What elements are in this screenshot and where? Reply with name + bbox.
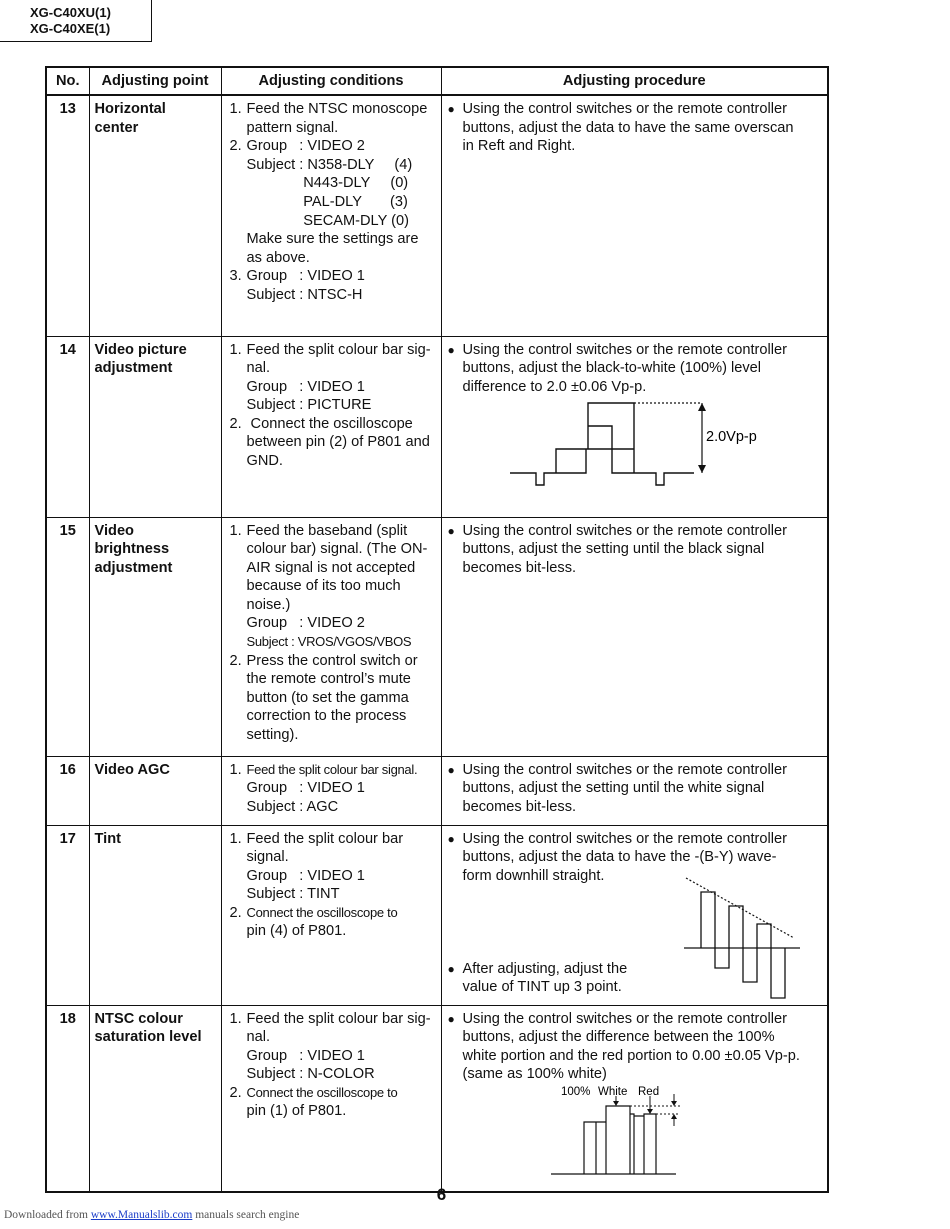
figure-label-red: Red [637,1085,659,1098]
bullet-icon: ● [447,342,455,357]
bullet-icon: ● [447,831,455,846]
table-row [46,825,828,1005]
adjusting-procedure: ● Using the control switches or the remote controller buttons, adjust the data to have the -(B-Y) wave- form downhill straight. ● After adjusting, adjust the value of TINT up 3 point. [441,825,828,1005]
adjusting-conditions: 1. Feed the split colour bar sig- nal. Group : VIDEO 1 Subject : PICTURE 2. Connect the oscilloscope between pin (2) of P801 and GND. [221,336,441,517]
table-row [46,336,828,517]
adjusting-procedure: ● Using the control switches or the remote controller buttons, adjust the data to have the same overscan in Reft and Right. [441,95,828,336]
model-number-1: XG-C40XU(1) [30,5,111,20]
column-header-no: No. [46,67,89,95]
footer-suffix: manuals search engine [192,1209,300,1221]
adjusting-point: NTSC colour saturation level [89,1005,221,1192]
tint-waveform-diagram [676,876,806,1006]
table-header-row [46,67,828,95]
figure-label-white: White [597,1085,627,1098]
adjusting-point: Horizontal center [89,95,221,336]
bullet-icon: ● [447,762,455,777]
adjusting-procedure: ● Using the control switches or the remote controller buttons, adjust the setting until the white signal becomes bit-less. [441,756,828,825]
column-header-adjusting-procedure: Adjusting procedure [441,67,828,95]
adjusting-point: Video picture adjustment [89,336,221,517]
adjusting-conditions: 1. Feed the baseband (split colour bar) signal. (The ON- AIR signal is not accepted because of its too much noise.) Group : VIDEO 2 Subject : VROS/VGOS/VBOS 2. Press the control switch or the remote control’s mute button (to set the gamma correction to the process setting). [221,517,441,756]
row-number: 18 [46,1005,89,1192]
bullet-icon: ● [447,1011,455,1026]
column-header-adjusting-conditions: Adjusting conditions [221,67,441,95]
figure-label-100: 100% [560,1085,590,1098]
row-number: 15 [46,517,89,756]
adjusting-conditions: 1. Feed the split colour bar signal. Group : VIDEO 1 Subject : TINT 2. Connect the oscilloscope to pin (4) of P801. [221,825,441,1005]
page-number: 6 [436,1185,447,1204]
adjusting-point: Video brightness adjustment [89,517,221,756]
row-number: 17 [46,825,89,1005]
row-number: 13 [46,95,89,336]
column-header-adjusting-point: Adjusting point [89,67,221,95]
manualslib-link[interactable]: www.Manualslib.com [90,1209,193,1221]
adjusting-conditions: 1. Feed the NTSC monoscope pattern signal. 2. Group : VIDEO 2 Subject : N358-DLY (4) N443-DLY (0) PAL-DLY (3) SECAM-DLY (0) Make sure the settings are as above. 3. Group : VIDEO 1 Subject : NTSC-H [221,95,441,336]
colour-saturation-waveform-diagram [448,1084,828,1179]
footer [4,1209,299,1221]
model-number-box [0,0,152,42]
table-row [46,95,828,336]
adjusting-procedure: ● Using the control switches or the remote controller buttons, adjust the setting until the black signal becomes bit-less. [441,517,828,756]
adjusting-conditions: 1. Feed the split colour bar sig- nal. Group : VIDEO 1 Subject : N-COLOR 2. Connect the oscilloscope to pin (1) of P801. [221,1005,441,1192]
table-row [46,1005,828,1192]
adjusting-procedure: ● Using the control switches or the remote controller buttons, adjust the difference between the 100% white portion and the red portion to 0.00 ±0.05 Vp-p. (same as 100% white) 100% White Red [441,1005,828,1192]
row-number: 16 [46,756,89,825]
adjusting-conditions: 1. Feed the split colour bar signal. Group : VIDEO 1 Subject : AGC [221,756,441,825]
waveform-label: 2.0Vp-p [705,429,757,446]
table-row [46,756,828,825]
bullet-icon: ● [447,961,455,976]
model-number-2: XG-C40XE(1) [30,21,111,36]
waveform-diagram-2vpp [448,396,828,491]
footer-prefix: Downloaded from [4,1209,91,1221]
adjusting-point: Video AGC [89,756,221,825]
bullet-icon: ● [447,102,455,116]
row-number: 14 [46,336,89,517]
adjusting-point: Tint [89,825,221,1005]
adjusting-procedure: ● Using the control switches or the remote controller buttons, adjust the black-to-white (100%) level difference to 2.0 ±0.06 Vp-p. 2.0Vp-p [441,336,828,517]
bullet-icon: ● [447,523,455,538]
adjustment-table [45,66,829,1193]
table-row [46,517,828,756]
